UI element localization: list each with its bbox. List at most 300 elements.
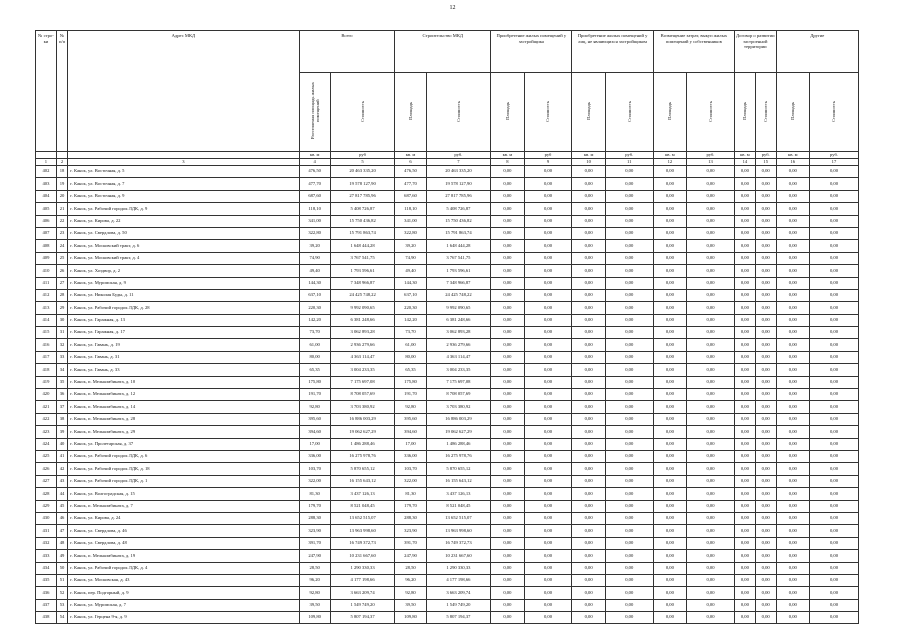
row-address: г. Канск, ул. Николая Буды, д. 11 [68, 289, 299, 301]
row-zero-value: 0,00 [776, 339, 809, 351]
row-area-construction: 92,80 [395, 401, 426, 413]
row-address: г. Канск, ул. Гавань, д. 33 [68, 364, 299, 376]
row-zero-value: 0,00 [687, 265, 735, 277]
row-area-total: 322,00 [299, 475, 330, 487]
row-cost-construction: 1 648 444,28 [426, 240, 491, 252]
row-cost-total: 1 290 330,33 [330, 562, 395, 574]
row-zero-value: 0,00 [572, 376, 605, 388]
row-zero-value: 0,00 [491, 327, 524, 339]
row-zero-value: 0,00 [755, 401, 776, 413]
row-zero-value: 0,00 [653, 166, 686, 178]
row-zero-value: 0,00 [491, 265, 524, 277]
row-zero-value: 0,00 [755, 500, 776, 512]
unit-cell: руб. [755, 152, 776, 159]
row-zero-value: 0,00 [524, 463, 572, 475]
row-address: г. Канск, ул. Гаражная, д. 17 [68, 327, 299, 339]
row-cost-total: 4 177 198,66 [330, 574, 395, 586]
row-cost-construction: 16 886 003,29 [426, 413, 491, 425]
row-zero-value: 0,00 [524, 376, 572, 388]
row-zero-value: 0,00 [687, 426, 735, 438]
row-zero-value: 0,00 [734, 599, 755, 611]
table-row [36, 475, 859, 487]
row-zero-value: 0,00 [755, 537, 776, 549]
row-cost-total: 5 408 726,87 [330, 203, 395, 215]
unit-cell: руб [524, 152, 572, 159]
row-zero-value: 0,00 [653, 413, 686, 425]
group-compensation-header: Возмещение затрат, выкуп жилых помещений у собственников [653, 31, 734, 73]
row-area-total: 103,70 [299, 463, 330, 475]
row-zero-value: 0,00 [755, 265, 776, 277]
row-zero-value: 0,00 [605, 389, 653, 401]
table-row [36, 525, 859, 537]
row-zero-value: 0,00 [734, 463, 755, 475]
row-zero-value: 0,00 [776, 166, 809, 178]
row-number: 432 [36, 537, 57, 549]
row-zero-value: 0,00 [734, 612, 755, 624]
row-area-total: 81,30 [299, 488, 330, 500]
row-zero-value: 0,00 [572, 574, 605, 586]
row-zero-value: 0,00 [524, 438, 572, 450]
row-index: 26 [56, 265, 67, 277]
row-zero-value: 0,00 [491, 302, 524, 314]
row-zero-value: 0,00 [653, 450, 686, 462]
row-cost-total: 3 703 380,92 [330, 401, 395, 413]
row-index: 46 [56, 512, 67, 524]
row-zero-value: 0,00 [653, 438, 686, 450]
row-zero-value: 0,00 [734, 389, 755, 401]
row-zero-value: 0,00 [524, 612, 572, 624]
row-area-construction: 391,70 [395, 537, 426, 549]
row-zero-value: 0,00 [491, 574, 524, 586]
sub-area: Площадь [572, 73, 605, 152]
column-number: 3 [68, 159, 299, 166]
row-zero-value: 0,00 [524, 525, 572, 537]
row-area-total: 74,90 [299, 252, 330, 264]
row-zero-value: 0,00 [572, 203, 605, 215]
row-zero-value: 0,00 [491, 512, 524, 524]
row-number: 418 [36, 364, 57, 376]
row-zero-value: 0,00 [687, 512, 735, 524]
row-area-total: 476,50 [299, 166, 330, 178]
row-zero-value: 0,00 [491, 376, 524, 388]
row-cost-total: 5 807 194,37 [330, 612, 395, 624]
row-cost-total: 10 231 667,60 [330, 550, 395, 562]
row-address: г. Канск, п. Мелькомбината, д. 29 [68, 426, 299, 438]
row-zero-value: 0,00 [776, 512, 809, 524]
table-row [36, 351, 859, 363]
row-index: 29 [56, 302, 67, 314]
row-cost-total: 3 062 893,28 [330, 327, 395, 339]
row-area-total: 61,00 [299, 339, 330, 351]
row-zero-value: 0,00 [653, 574, 686, 586]
row-cost-construction: 9 992 090,65 [426, 302, 491, 314]
row-number: 404 [36, 190, 57, 202]
group-total-header: Всего [299, 31, 395, 73]
row-zero-value: 0,00 [524, 587, 572, 599]
row-zero-value: 0,00 [776, 215, 809, 227]
row-number: 437 [36, 599, 57, 611]
row-cost-construction: 5 807 194,37 [426, 612, 491, 624]
row-cost-construction: 1 486 288,46 [426, 438, 491, 450]
row-zero-value: 0,00 [491, 525, 524, 537]
row-index: 36 [56, 389, 67, 401]
row-zero-value: 0,00 [524, 488, 572, 500]
row-zero-value: 0,00 [755, 488, 776, 500]
row-zero-value: 0,00 [809, 574, 858, 586]
row-zero-value: 0,00 [491, 463, 524, 475]
row-cost-total: 1 793 596,61 [330, 265, 395, 277]
column-number: 5 [330, 159, 395, 166]
row-zero-value: 0,00 [605, 351, 653, 363]
row-index: 19 [56, 178, 67, 190]
row-area-construction: 144,30 [395, 277, 426, 289]
row-zero-value: 0,00 [776, 265, 809, 277]
row-number: 433 [36, 550, 57, 562]
row-zero-value: 0,00 [687, 463, 735, 475]
table-row [36, 550, 859, 562]
row-index: 38 [56, 413, 67, 425]
row-zero-value: 0,00 [491, 227, 524, 239]
row-number: 429 [36, 500, 57, 512]
row-zero-value: 0,00 [734, 289, 755, 301]
row-area-total: 220,30 [299, 302, 330, 314]
row-zero-value: 0,00 [755, 327, 776, 339]
table-row [36, 364, 859, 376]
header-row-colnums [36, 159, 859, 166]
table-row [36, 537, 859, 549]
row-zero-value: 0,00 [653, 389, 686, 401]
row-area-construction: 17,00 [395, 438, 426, 450]
row-index: 53 [56, 599, 67, 611]
row-zero-value: 0,00 [687, 203, 735, 215]
row-zero-value: 0,00 [572, 500, 605, 512]
row-zero-value: 0,00 [734, 203, 755, 215]
header-row-units [36, 152, 859, 159]
row-zero-value: 0,00 [605, 587, 653, 599]
row-address: г. Канск, ул. Рабочий городок ЛДК, д. 28 [68, 302, 299, 314]
row-zero-value: 0,00 [755, 190, 776, 202]
row-zero-value: 0,00 [734, 562, 755, 574]
row-zero-value: 0,00 [524, 178, 572, 190]
row-zero-value: 0,00 [776, 389, 809, 401]
row-zero-value: 0,00 [653, 339, 686, 351]
column-number: 9 [524, 159, 572, 166]
row-zero-value: 0,00 [776, 364, 809, 376]
row-zero-value: 0,00 [776, 537, 809, 549]
table-row [36, 512, 859, 524]
row-zero-value: 0,00 [524, 426, 572, 438]
row-zero-value: 0,00 [776, 599, 809, 611]
row-zero-value: 0,00 [572, 389, 605, 401]
row-zero-value: 0,00 [776, 203, 809, 215]
row-number: 435 [36, 574, 57, 586]
row-zero-value: 0,00 [491, 314, 524, 326]
row-index: 35 [56, 376, 67, 388]
row-area-total: 39,50 [299, 599, 330, 611]
row-zero-value: 0,00 [755, 413, 776, 425]
row-zero-value: 0,00 [809, 389, 858, 401]
col-row-number-header: № стро-ки [36, 31, 57, 152]
row-area-total: 73,70 [299, 327, 330, 339]
sub-area: Площадь [734, 73, 755, 152]
row-zero-value: 0,00 [653, 537, 686, 549]
row-index: 33 [56, 351, 67, 363]
row-zero-value: 0,00 [687, 327, 735, 339]
row-number: 409 [36, 252, 57, 264]
table-row [36, 426, 859, 438]
row-cost-total: 13 963 998,60 [330, 525, 395, 537]
row-zero-value: 0,00 [653, 203, 686, 215]
row-zero-value: 0,00 [653, 512, 686, 524]
row-index: 45 [56, 500, 67, 512]
row-zero-value: 0,00 [572, 252, 605, 264]
row-zero-value: 0,00 [734, 166, 755, 178]
row-number: 415 [36, 327, 57, 339]
row-area-total: 394,60 [299, 426, 330, 438]
row-zero-value: 0,00 [687, 413, 735, 425]
row-zero-value: 0,00 [809, 450, 858, 462]
row-zero-value: 0,00 [653, 314, 686, 326]
row-zero-value: 0,00 [572, 265, 605, 277]
table-row [36, 376, 859, 388]
row-zero-value: 0,00 [776, 488, 809, 500]
row-zero-value: 0,00 [605, 562, 653, 574]
row-zero-value: 0,00 [653, 599, 686, 611]
row-zero-value: 0,00 [572, 190, 605, 202]
row-index: 24 [56, 240, 67, 252]
row-zero-value: 0,00 [734, 550, 755, 562]
row-number: 416 [36, 339, 57, 351]
column-number: 17 [809, 159, 858, 166]
row-area-total: 336,00 [299, 450, 330, 462]
row-zero-value: 0,00 [734, 190, 755, 202]
row-zero-value: 0,00 [734, 413, 755, 425]
row-zero-value: 0,00 [605, 488, 653, 500]
row-area-total: 687,60 [299, 190, 330, 202]
row-zero-value: 0,00 [776, 450, 809, 462]
row-zero-value: 0,00 [687, 277, 735, 289]
row-address: г. Канск, ул. Свердлова, д. 50 [68, 227, 299, 239]
row-cost-total: 13 652 515,07 [330, 512, 395, 524]
sub-area: Площадь [776, 73, 809, 152]
row-zero-value: 0,00 [776, 178, 809, 190]
row-cost-total: 8 708 057,69 [330, 389, 395, 401]
row-zero-value: 0,00 [809, 599, 858, 611]
row-address: г. Канск, ул. Кирова, д. 24 [68, 512, 299, 524]
row-zero-value: 0,00 [653, 550, 686, 562]
row-index: 47 [56, 525, 67, 537]
row-number: 405 [36, 203, 57, 215]
row-address: г. Канск, п. Мелькомбината, д. 28 [68, 413, 299, 425]
row-area-total: 109,80 [299, 612, 330, 624]
row-cost-construction: 24 425 748,22 [426, 289, 491, 301]
row-zero-value: 0,00 [734, 314, 755, 326]
row-area-construction: 73,70 [395, 327, 426, 339]
row-area-construction: 74,90 [395, 252, 426, 264]
row-zero-value: 0,00 [776, 574, 809, 586]
row-zero-value: 0,00 [734, 450, 755, 462]
row-zero-value: 0,00 [524, 302, 572, 314]
row-area-total: 637,10 [299, 289, 330, 301]
row-zero-value: 0,00 [653, 488, 686, 500]
row-zero-value: 0,00 [776, 562, 809, 574]
row-cost-total: 15 791 863,74 [330, 227, 395, 239]
row-area-construction: 80,00 [395, 351, 426, 363]
row-zero-value: 0,00 [524, 314, 572, 326]
row-zero-value: 0,00 [734, 351, 755, 363]
row-cost-construction: 1 793 596,61 [426, 265, 491, 277]
table-row [36, 500, 859, 512]
row-zero-value: 0,00 [491, 488, 524, 500]
row-zero-value: 0,00 [776, 426, 809, 438]
row-zero-value: 0,00 [572, 525, 605, 537]
row-number: 402 [36, 166, 57, 178]
row-cost-total: 20 463 335,20 [330, 166, 395, 178]
row-zero-value: 0,00 [776, 327, 809, 339]
row-zero-value: 0,00 [809, 413, 858, 425]
row-zero-value: 0,00 [605, 265, 653, 277]
row-zero-value: 0,00 [653, 525, 686, 537]
row-area-total: 179,70 [299, 500, 330, 512]
row-zero-value: 0,00 [734, 488, 755, 500]
sub-cost: Стоимость [687, 73, 735, 152]
row-zero-value: 0,00 [755, 364, 776, 376]
row-zero-value: 0,00 [605, 537, 653, 549]
group-construction-header: Строительство МКД [395, 31, 491, 73]
row-cost-total: 3 004 233,35 [330, 364, 395, 376]
row-zero-value: 0,00 [687, 364, 735, 376]
row-zero-value: 0,00 [734, 339, 755, 351]
row-number: 406 [36, 215, 57, 227]
row-zero-value: 0,00 [809, 463, 858, 475]
row-cost-total: 7 348 966,87 [330, 277, 395, 289]
row-zero-value: 0,00 [687, 240, 735, 252]
row-cost-total: 2 936 279,66 [330, 339, 395, 351]
row-zero-value: 0,00 [653, 463, 686, 475]
row-zero-value: 0,00 [572, 438, 605, 450]
row-area-construction: 336,00 [395, 450, 426, 462]
row-zero-value: 0,00 [776, 240, 809, 252]
row-zero-value: 0,00 [809, 537, 858, 549]
unit-cell: кв. м [299, 152, 330, 159]
table-row [36, 463, 859, 475]
row-address: г. Канск, ул. Рабочий городок ЛДК, д. 9 [68, 203, 299, 215]
row-zero-value: 0,00 [755, 550, 776, 562]
row-zero-value: 0,00 [776, 500, 809, 512]
row-zero-value: 0,00 [524, 413, 572, 425]
group-territory-header: Договор о развитии застроенной территории [734, 31, 776, 73]
row-cost-construction: 27 817 785,96 [426, 190, 491, 202]
row-zero-value: 0,00 [776, 463, 809, 475]
row-zero-value: 0,00 [572, 166, 605, 178]
row-zero-value: 0,00 [491, 426, 524, 438]
row-zero-value: 0,00 [687, 227, 735, 239]
row-zero-value: 0,00 [491, 550, 524, 562]
row-zero-value: 0,00 [809, 166, 858, 178]
row-zero-value: 0,00 [809, 488, 858, 500]
row-cost-total: 3 767 541,75 [330, 252, 395, 264]
row-cost-construction: 20 463 335,20 [426, 166, 491, 178]
row-cost-construction: 2 936 279,66 [426, 339, 491, 351]
row-zero-value: 0,00 [687, 599, 735, 611]
row-area-total: 80,00 [299, 351, 330, 363]
row-area-total: 49,40 [299, 265, 330, 277]
row-zero-value: 0,00 [524, 562, 572, 574]
table-row [36, 289, 859, 301]
row-zero-value: 0,00 [809, 426, 858, 438]
row-number: 423 [36, 426, 57, 438]
row-index: 52 [56, 587, 67, 599]
unit-cell: руб. [426, 152, 491, 159]
row-zero-value: 0,00 [605, 240, 653, 252]
row-zero-value: 0,00 [755, 376, 776, 388]
row-area-construction: 341,00 [395, 215, 426, 227]
row-zero-value: 0,00 [734, 475, 755, 487]
row-zero-value: 0,00 [605, 327, 653, 339]
row-address: г. Канск, ул. Московская, д. 43 [68, 574, 299, 586]
row-address: г. Канск, ул. Восточная, д. 5 [68, 166, 299, 178]
row-number: 426 [36, 463, 57, 475]
column-number: 11 [605, 159, 653, 166]
row-number: 407 [36, 227, 57, 239]
row-zero-value: 0,00 [755, 599, 776, 611]
row-zero-value: 0,00 [572, 612, 605, 624]
row-area-total: 391,70 [299, 537, 330, 549]
row-zero-value: 0,00 [605, 190, 653, 202]
unit-cell: руб. [809, 152, 858, 159]
row-zero-value: 0,00 [572, 537, 605, 549]
row-index: 49 [56, 550, 67, 562]
group-other-header: Другие [776, 31, 858, 73]
row-index: 28 [56, 289, 67, 301]
row-zero-value: 0,00 [809, 438, 858, 450]
row-zero-value: 0,00 [605, 426, 653, 438]
row-zero-value: 0,00 [491, 364, 524, 376]
row-zero-value: 0,00 [605, 574, 653, 586]
row-zero-value: 0,00 [755, 314, 776, 326]
row-zero-value: 0,00 [687, 178, 735, 190]
column-number: 2 [56, 159, 67, 166]
row-zero-value: 0,00 [491, 178, 524, 190]
table-row [36, 339, 859, 351]
row-zero-value: 0,00 [734, 574, 755, 586]
row-area-construction: 28,50 [395, 562, 426, 574]
row-zero-value: 0,00 [605, 475, 653, 487]
sub-cost: Стоимость [330, 73, 395, 152]
row-cost-total: 24 425 748,22 [330, 289, 395, 301]
row-area-construction: 92,80 [395, 587, 426, 599]
row-area-total: 247,90 [299, 550, 330, 562]
row-cost-total: 3 437 126,13 [330, 488, 395, 500]
row-zero-value: 0,00 [524, 364, 572, 376]
row-zero-value: 0,00 [809, 215, 858, 227]
row-zero-value: 0,00 [809, 265, 858, 277]
row-zero-value: 0,00 [572, 413, 605, 425]
sub-cost: Стоимость [524, 73, 572, 152]
row-area-construction: 322,00 [395, 475, 426, 487]
row-cost-construction: 3 703 380,92 [426, 401, 491, 413]
row-zero-value: 0,00 [755, 512, 776, 524]
row-zero-value: 0,00 [809, 190, 858, 202]
row-area-construction: 191,70 [395, 389, 426, 401]
row-zero-value: 0,00 [755, 463, 776, 475]
row-zero-value: 0,00 [687, 500, 735, 512]
row-zero-value: 0,00 [734, 537, 755, 549]
row-address: г. Канск, ул. Волгоградская, д. 15 [68, 488, 299, 500]
row-cost-total: 16 275 978,76 [330, 450, 395, 462]
row-cost-total: 1 549 749,20 [330, 599, 395, 611]
column-number: 15 [755, 159, 776, 166]
